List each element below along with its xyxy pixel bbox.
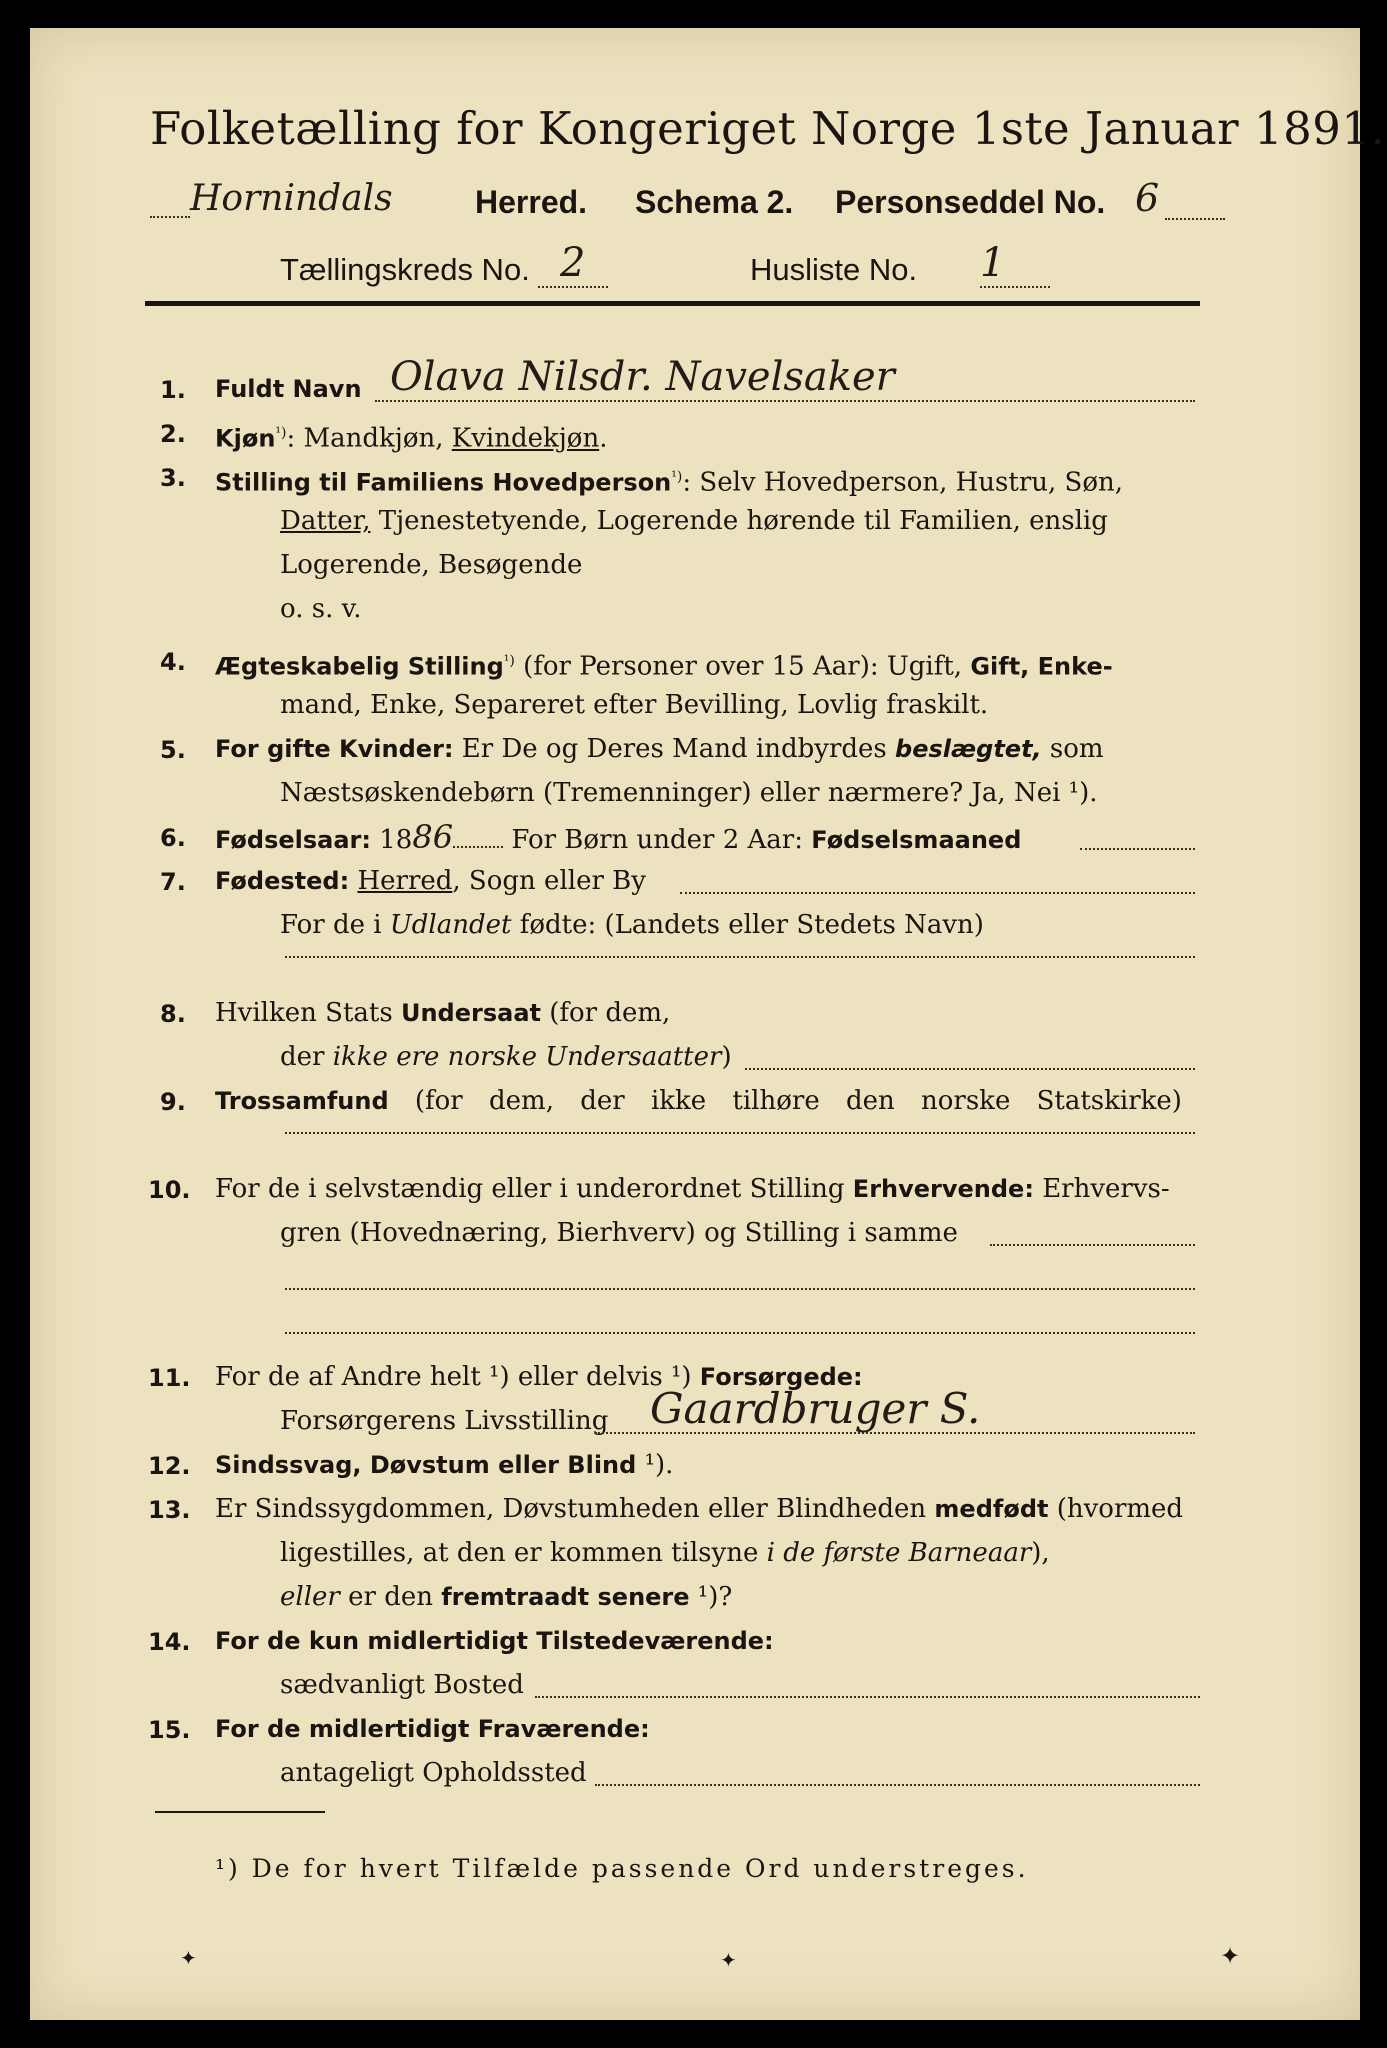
q15-row-2: antageligt Opholdssted bbox=[280, 1758, 587, 1788]
q14-label: For de kun midlertidigt Tilstedeværende: bbox=[215, 1627, 774, 1655]
q13-text3a: er den bbox=[339, 1582, 442, 1612]
q6-label2: Fødselsmaaned bbox=[811, 826, 1022, 854]
q6-dotline bbox=[1080, 848, 1195, 850]
q4-label: Ægteskabelig Stilling bbox=[215, 652, 504, 681]
q7-row-1 bbox=[215, 865, 646, 897]
footnote-rule bbox=[155, 1811, 325, 1813]
q8-dotline bbox=[745, 1068, 1195, 1070]
husliste-dots bbox=[980, 286, 1050, 288]
q10-text1b: Erhvervs- bbox=[1033, 1174, 1170, 1204]
q9-number: 9. bbox=[160, 1088, 186, 1116]
q13-text3b: ¹)? bbox=[689, 1582, 733, 1612]
q5-row-1 bbox=[215, 733, 1104, 765]
q15-dotline bbox=[595, 1784, 1200, 1786]
personseddel-number: 6 bbox=[1135, 176, 1160, 220]
q12-label: Sindssvag, Døvstum eller Blind bbox=[215, 1451, 637, 1479]
kreds-number: 2 bbox=[560, 240, 586, 286]
q5-row-2: Næstsøskendebørn (Tremenninger) eller nærmere? Ja, Nei ¹). bbox=[280, 778, 1098, 808]
q7-dotline-2 bbox=[285, 956, 1195, 958]
q11-answer: Gaardbruger S. bbox=[650, 1384, 981, 1433]
q7-text2a: For de i bbox=[280, 910, 390, 940]
q3-text1: : Selv Hovedperson, Hustru, Søn, bbox=[682, 467, 1124, 498]
schema-label: Schema 2. bbox=[635, 184, 794, 220]
header-line-herred bbox=[150, 178, 1230, 228]
q6-label: Fødselsaar: bbox=[215, 826, 371, 854]
q7-label: Fødested: bbox=[215, 867, 350, 895]
q13-number: 13. bbox=[148, 1496, 191, 1524]
q7-number: 7. bbox=[160, 868, 186, 896]
q1-row bbox=[215, 373, 362, 405]
q6-text: For Børn under 2 Aar: bbox=[503, 825, 812, 855]
q5-number: 5. bbox=[160, 736, 186, 764]
q8-row-2 bbox=[280, 1041, 732, 1073]
q8-text2b: ) bbox=[721, 1042, 732, 1072]
form-title: Folketælling for Kongeriget Norge 1ste Januar 1891. bbox=[150, 102, 1386, 155]
q1-label: Fuldt Navn bbox=[215, 375, 362, 403]
census-form-sheet bbox=[30, 28, 1386, 2020]
q7-emphasis: Udlandet bbox=[389, 910, 512, 940]
q5-emphasis: beslægtet, bbox=[895, 735, 1042, 763]
q12-row bbox=[215, 1449, 673, 1481]
q3-row-1 bbox=[215, 461, 1123, 499]
q15-row-1 bbox=[215, 1713, 650, 1745]
q7-text2b: fødte: (Landets eller Stedets Navn) bbox=[511, 910, 984, 940]
herred-label: Herred. bbox=[475, 184, 588, 220]
q7-row-2 bbox=[280, 909, 984, 941]
q14-row-2: sædvanligt Bosted bbox=[280, 1670, 524, 1700]
q13-label2: fremtraadt senere bbox=[441, 1583, 690, 1611]
q12-end: ¹). bbox=[636, 1450, 674, 1480]
q10-row-2: gren (Hovednæring, Bierhverv) og Stilling i samme bbox=[280, 1218, 958, 1248]
q10-dotline-2 bbox=[285, 1288, 1195, 1290]
q13-emphasis2: eller bbox=[280, 1582, 340, 1612]
q4-text1: (for Personer over 15 Aar): Ugift, bbox=[514, 651, 971, 682]
q8-emphasis: ikke ere norske Undersaatter bbox=[332, 1042, 722, 1072]
q13-text1b: (hvormed bbox=[1048, 1494, 1184, 1524]
q5-label: For gifte Kvinder: bbox=[215, 735, 454, 763]
q4-row-2: mand, Enke, Separeret efter Bevilling, Lovlig fraskilt. bbox=[280, 690, 989, 720]
footnote: ¹) De for hvert Tilfælde passende Ord understreges. bbox=[215, 1854, 1029, 1883]
q10-text1a: For de i selvstændig eller i underordnet Stilling bbox=[215, 1174, 853, 1204]
q13-label: medfødt bbox=[934, 1495, 1049, 1523]
binding-mark-left: ✦ bbox=[180, 1946, 197, 1970]
kreds-dots bbox=[538, 286, 608, 288]
q3-row-2 bbox=[280, 505, 1108, 537]
q5-text1: Er De og Deres Mand indbyrdes bbox=[453, 734, 896, 764]
personseddel-dots bbox=[1165, 218, 1225, 220]
q8-label: Undersaat bbox=[400, 999, 541, 1027]
q2-selected-option: Kvindekjøn bbox=[451, 423, 600, 454]
q2-row bbox=[215, 417, 607, 455]
q8-number: 8. bbox=[160, 1000, 186, 1028]
q14-number: 14. bbox=[148, 1628, 191, 1656]
q13-row-3 bbox=[280, 1581, 732, 1613]
q10-dotline-1 bbox=[990, 1244, 1195, 1246]
q3-row-3: Logerende, Besøgende bbox=[280, 550, 583, 580]
q2-end: . bbox=[599, 423, 608, 454]
header-rule bbox=[145, 301, 1200, 306]
q13-text2a: ligestilles, at den er kommen tilsyne bbox=[280, 1538, 767, 1568]
q11-row-2: Forsørgerens Livsstilling bbox=[280, 1406, 609, 1436]
q10-dotline-3 bbox=[285, 1332, 1195, 1334]
q10-number: 10. bbox=[148, 1176, 191, 1204]
q14-dotline bbox=[535, 1696, 1200, 1698]
q3-number: 3. bbox=[160, 464, 186, 492]
q9-label: Trossamfund bbox=[215, 1087, 389, 1115]
q11-label: Forsørgede: bbox=[699, 1363, 863, 1391]
q8-row-1 bbox=[215, 997, 670, 1029]
header-line-kreds bbox=[280, 240, 1180, 296]
q1-answer: Olava Nilsdr. Navelsaker bbox=[390, 354, 895, 400]
q2-label: Kjøn bbox=[215, 424, 276, 453]
q9-row bbox=[215, 1085, 1182, 1117]
q3-sup: ¹) bbox=[671, 469, 683, 485]
q4-gift-enke: Gift, Enke- bbox=[970, 652, 1113, 681]
q2-sup: ¹) bbox=[275, 425, 287, 441]
q5-text1b: som bbox=[1041, 734, 1104, 764]
q3-selected-option: Datter, bbox=[280, 506, 371, 536]
q4-sup: ¹) bbox=[503, 653, 515, 669]
q8-text2a: der bbox=[280, 1042, 333, 1072]
q4-row-1 bbox=[215, 645, 1113, 683]
q3-label: Stilling til Familiens Hovedperson bbox=[215, 468, 672, 497]
personseddel-label: Personseddel No. bbox=[835, 184, 1106, 220]
q14-row-1 bbox=[215, 1625, 774, 1657]
q1-dotline bbox=[375, 400, 1195, 402]
q8-text1a: Hvilken Stats bbox=[215, 998, 401, 1028]
q7-selected-option: Herred bbox=[357, 866, 453, 896]
q15-label: For de midlertidigt Fraværende: bbox=[215, 1715, 650, 1743]
q9-dotline bbox=[285, 1132, 1195, 1134]
q13-row-2 bbox=[280, 1537, 1050, 1569]
binding-mark-right: ✦ bbox=[1220, 1942, 1241, 1970]
q7-text: , Sogn eller By bbox=[452, 866, 646, 896]
q10-label: Erhvervende: bbox=[852, 1175, 1034, 1203]
q1-number: 1. bbox=[160, 376, 186, 404]
q3-text2: Tjenestetyende, Logerende hørende til Familien, enslig bbox=[370, 506, 1108, 536]
q6-row bbox=[215, 818, 1022, 856]
binding-mark-center: ✦ bbox=[720, 1948, 737, 1972]
q10-row-1 bbox=[215, 1173, 1170, 1205]
q9-text: (for dem, der ikke tilhøre den norske Statskirke) bbox=[388, 1086, 1182, 1116]
q2-text: : Mandkjøn, bbox=[286, 423, 452, 454]
q11-text1: For de af Andre helt ¹) eller delvis ¹) bbox=[215, 1362, 700, 1392]
q7-dotline-1 bbox=[680, 892, 1195, 894]
q13-text2b: ), bbox=[1031, 1538, 1050, 1568]
q11-number: 11. bbox=[148, 1364, 191, 1392]
q6-answer: 86 bbox=[412, 818, 454, 856]
husliste-label: Husliste No. bbox=[750, 252, 918, 287]
q3-row-4: o. s. v. bbox=[280, 594, 362, 624]
q8-text1b: (for dem, bbox=[540, 998, 671, 1028]
q15-number: 15. bbox=[148, 1716, 191, 1744]
q13-text1a: Er Sindssygdommen, Døvstumheden eller Blindheden bbox=[215, 1494, 935, 1524]
q6-prefix: 18 bbox=[371, 825, 413, 855]
q13-row-1 bbox=[215, 1493, 1183, 1525]
herred-handwritten: Hornindals bbox=[190, 178, 393, 219]
kreds-label: Tællingskreds No. bbox=[280, 252, 530, 287]
q13-emphasis: i de første Barneaar bbox=[766, 1538, 1032, 1568]
q2-number: 2. bbox=[160, 420, 186, 448]
q6-number: 6. bbox=[160, 824, 186, 852]
husliste-number: 1 bbox=[980, 240, 1006, 286]
herred-dots bbox=[150, 216, 190, 218]
q12-number: 12. bbox=[148, 1452, 191, 1480]
q4-number: 4. bbox=[160, 648, 186, 676]
